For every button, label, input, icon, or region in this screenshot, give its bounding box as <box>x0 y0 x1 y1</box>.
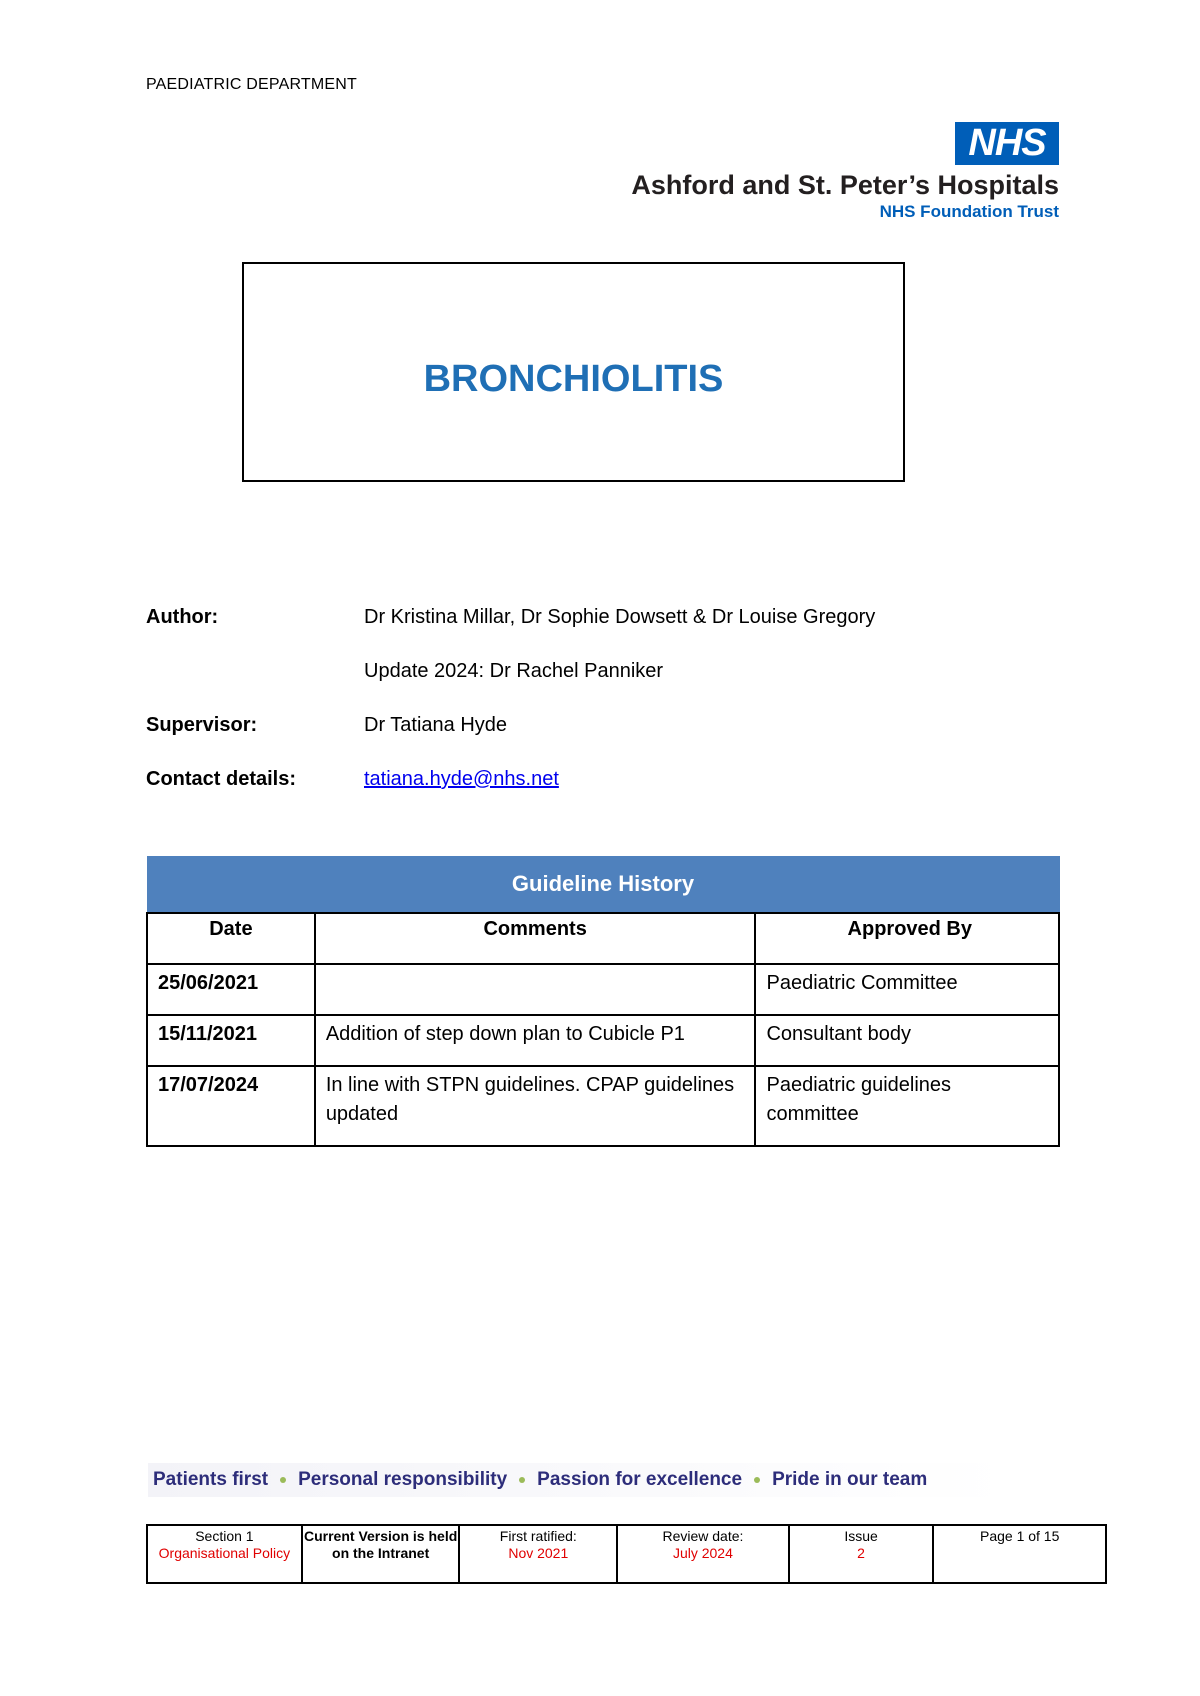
footer-section-value: Organisational Policy <box>158 1545 291 1561</box>
footer-section <box>147 1525 302 1583</box>
nhs-logo <box>955 122 1059 165</box>
footer-review-value: July 2024 <box>672 1545 733 1561</box>
row-date: 15/11/2021 <box>147 1015 315 1066</box>
footer-page-number: Page 1 of 15 <box>933 1525 1106 1583</box>
row-date: 17/07/2024 <box>147 1066 315 1146</box>
author-value: Dr Kristina Millar, Dr Sophie Dowsett & Dr Louise Gregory <box>364 606 876 628</box>
bullet-dot-icon <box>754 1477 760 1483</box>
row-comments: In line with STPN guidelines. CPAP guidelines updated <box>315 1066 756 1146</box>
footer-issue <box>789 1525 934 1583</box>
row-comments <box>315 964 756 1015</box>
value-passion-for-excellence: Passion for excellence <box>537 1469 743 1490</box>
document-title: BRONCHIOLITIS <box>423 357 724 400</box>
column-header-comments: Comments <box>315 913 756 964</box>
row-approved-by: Paediatric Committee <box>755 964 1059 1015</box>
organisation-subtitle: NHS Foundation Trust <box>879 202 1059 221</box>
footer-current-version: Current Version is held on the Intranet <box>302 1525 460 1583</box>
footer-review-label: Review date: <box>662 1528 744 1544</box>
table-row <box>147 1066 1059 1146</box>
nhs-logo-text: NHS <box>968 122 1046 164</box>
value-pride-in-our-team: Pride in our team <box>772 1469 928 1490</box>
footer-issue-label: Issue <box>844 1528 878 1544</box>
title-box <box>242 262 905 482</box>
footer-ratified-value: Nov 2021 <box>508 1545 569 1561</box>
supervisor-label: Supervisor: <box>146 714 258 736</box>
bullet-dot-icon <box>280 1477 286 1483</box>
row-date: 25/06/2021 <box>147 964 315 1015</box>
row-comments: Addition of step down plan to Cubicle P1 <box>315 1015 756 1066</box>
footer-issue-value: 2 <box>857 1545 865 1561</box>
trust-values-banner <box>148 1463 1010 1497</box>
row-approved-by: Paediatric guidelines committee <box>755 1066 1059 1146</box>
contact-label: Contact details: <box>146 768 297 790</box>
author-label: Author: <box>146 606 219 628</box>
footer-ratified-label: First ratified: <box>499 1528 577 1544</box>
guideline-history-title: Guideline History <box>147 857 1059 913</box>
table-row <box>147 1015 1059 1066</box>
bullet-dot-icon <box>519 1477 525 1483</box>
column-header-approved-by: Approved By <box>755 913 1059 964</box>
supervisor-value: Dr Tatiana Hyde <box>364 714 508 736</box>
value-personal-responsibility: Personal responsibility <box>298 1469 508 1490</box>
value-patients-first: Patients first <box>153 1469 269 1490</box>
department-header: PAEDIATRIC DEPARTMENT <box>146 76 358 93</box>
organisation-name: Ashford and St. Peter’s Hospitals <box>631 170 1059 200</box>
column-header-date: Date <box>147 913 315 964</box>
footer-section-label: Section 1 <box>195 1528 254 1544</box>
footer-review-date <box>617 1525 789 1583</box>
document-footer-table <box>146 1524 1107 1584</box>
row-approved-by: Consultant body <box>755 1015 1059 1066</box>
guideline-history-table <box>146 856 1060 1147</box>
table-row <box>147 964 1059 1015</box>
contact-email-link[interactable]: tatiana.hyde@nhs.net <box>364 768 559 790</box>
footer-first-ratified <box>459 1525 617 1583</box>
update-value: Update 2024: Dr Rachel Panniker <box>364 660 664 682</box>
